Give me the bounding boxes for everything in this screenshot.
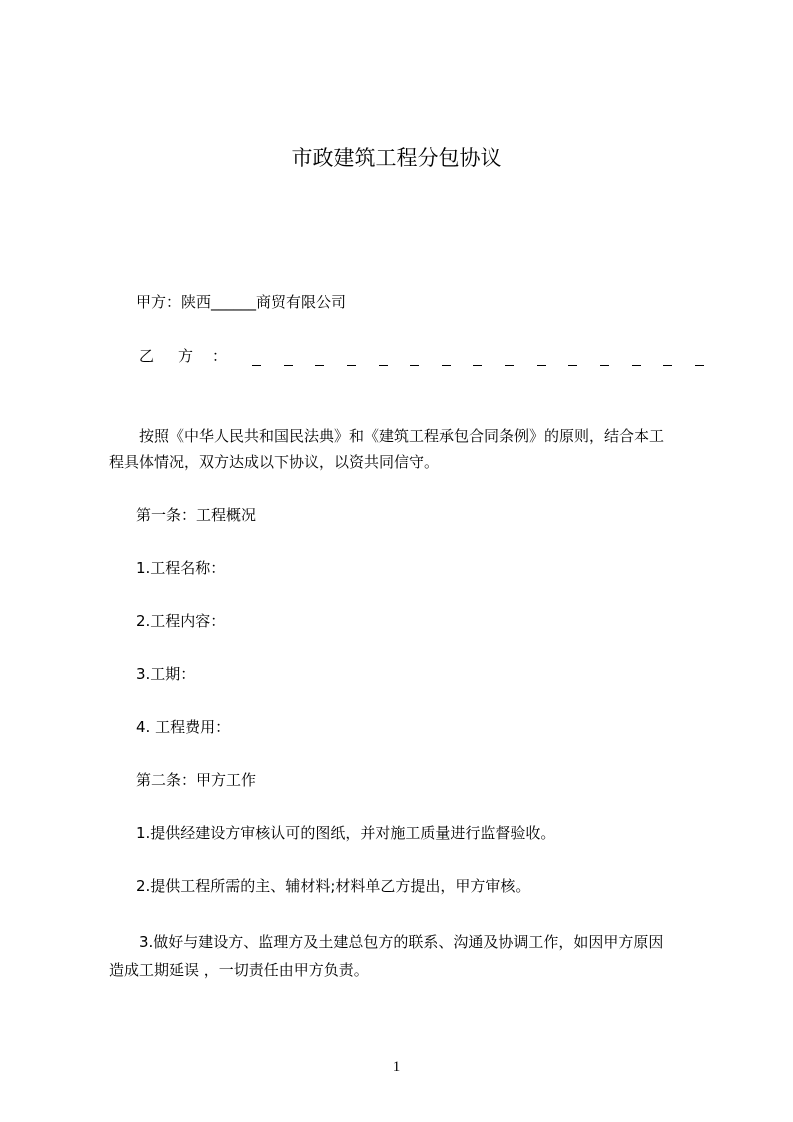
party-a-duty-2: 2.提供工程所需的主、辅材料;材料单乙方提出，甲方审核。 bbox=[136, 877, 531, 895]
intro-paragraph-line2: 程具体情况，双方达成以下协议，以资共同信守。 bbox=[109, 453, 440, 471]
article-1-heading: 第一条：工程概况 bbox=[136, 506, 257, 524]
project-content-item: 2.工程内容： bbox=[136, 612, 226, 630]
party-b-label-char1: 乙 bbox=[139, 347, 155, 365]
party-b-colon: ： bbox=[212, 347, 228, 365]
intro-paragraph-line1: 按照《中华人民共和国民法典》和《建筑工程承包合同条例》的原则，结合本工 bbox=[139, 427, 665, 445]
project-duration-item: 3.工期： bbox=[136, 665, 196, 683]
article-2-heading: 第二条：甲方工作 bbox=[136, 771, 257, 789]
party-a-duty-1: 1.提供经建设方审核认可的图纸，并对施工质量进行监督验收。 bbox=[136, 824, 556, 842]
project-name-item: 1.工程名称： bbox=[136, 559, 226, 577]
project-cost-item: 4. 工程费用： bbox=[136, 718, 231, 736]
document-title: 市政建筑工程分包协议 bbox=[291, 146, 502, 170]
party-a-duty-3-line2: 造成工期延误 ，一切责任由甲方负责。 bbox=[109, 961, 369, 979]
party-b-label-char2: 方 bbox=[178, 347, 194, 365]
party-a-line: 甲方：陕西______商贸有限公司 bbox=[136, 293, 347, 311]
party-b-blank-line bbox=[252, 346, 704, 366]
page-number: 1 bbox=[392, 1059, 401, 1075]
party-a-duty-3-line1: 3.做好与建设方、监理方及土建总包方的联系、沟通及协调工作，如因甲方原因 bbox=[139, 933, 664, 951]
